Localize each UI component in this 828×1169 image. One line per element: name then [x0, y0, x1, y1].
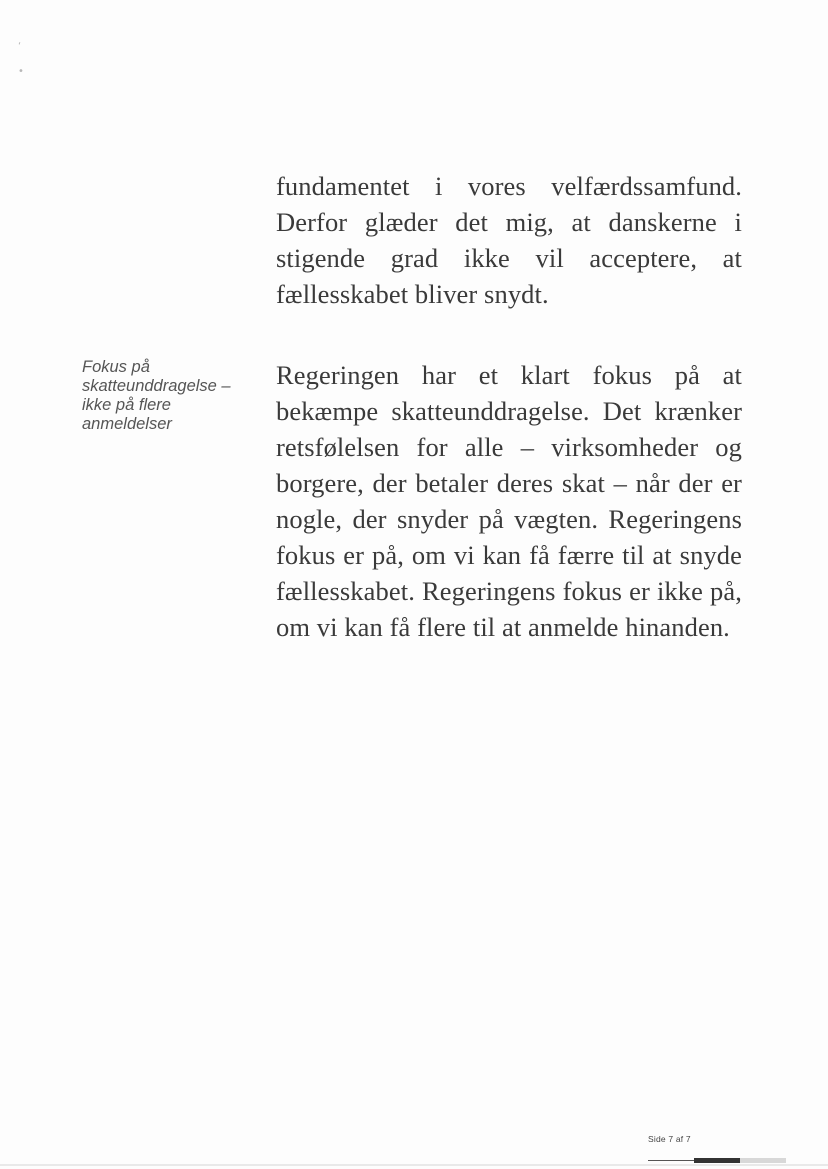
scan-speck-icon: ‘ — [18, 41, 22, 52]
page-number: Side 7 af 7 — [648, 1134, 691, 1144]
margin-note: Fokus på skatteunddragelse – ikke på flere anmeldelser — [82, 358, 231, 433]
scan-edge-line — [0, 1164, 828, 1166]
footer-bar-thin-segment — [648, 1160, 694, 1161]
footer-bar-light-segment — [740, 1158, 786, 1163]
body-paragraph-1: fundamentet i vores velfærdssamfund. Derfor glæder det mig, at danskerne i stigende grad ikke vil acceptere, at fællesskabet bliver snydt. — [276, 171, 742, 309]
body-paragraph-2: Regeringen har et klart fokus på at bekæmpe skatteunddragelse. Det krænker retsfølelsen for alle – virksomheder og borgere, der betaler deres skat – når der er nogle, der snyder på vægten. Regeringens fokus er på, om vi kan få færre til at snyde fællesskabet. Regeringens fokus er ikke på, om vi kan få flere til at anmelde hinanden. — [276, 360, 742, 642]
scan-speck-icon: • — [18, 66, 24, 77]
footer-bar — [648, 1157, 786, 1163]
footer-bar-thick-segment — [694, 1158, 740, 1163]
